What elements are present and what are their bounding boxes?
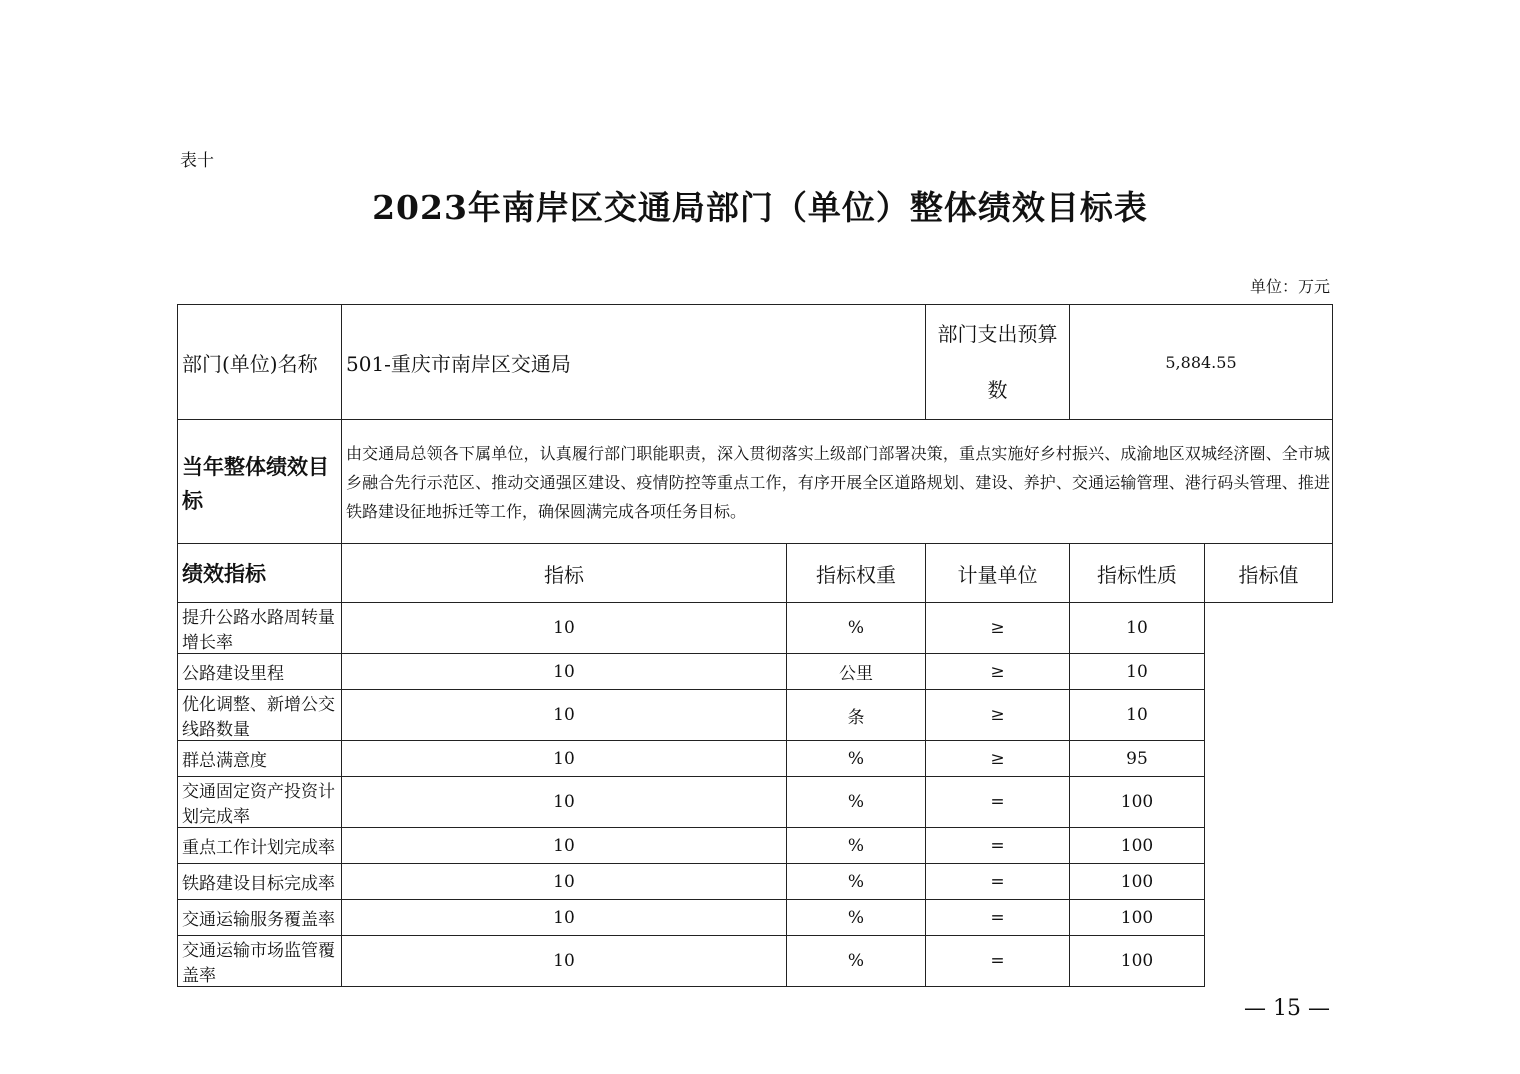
- indicator-name: 提升公路水路周转量增长率: [178, 603, 342, 654]
- page-title: 2023年南岸区交通局部门（单位）整体绩效目标表: [372, 188, 1148, 227]
- indicator-value: 10: [1070, 690, 1205, 741]
- indicator-unit: %: [787, 741, 926, 777]
- indicator-nature: ≥: [926, 690, 1070, 741]
- doc-label: 表十: [180, 151, 214, 171]
- goal-text: 由交通局总领各下属单位，认真履行部门职能职责，深入贯彻落实上级部门部署决策，重点实施好乡村振兴、成渝地区双城经济圈、全市城乡融合先行示范区、推动交通强区建设、疫情防控等重点工作，有序开展全区道路规划、建设、养护、交通运输管理、港行码头管理、推进铁路建设征地拆迁等工作，确保圆满完成各项任务目标。: [342, 420, 1333, 544]
- indicator-nature: ≥: [926, 603, 1070, 654]
- indicator-weight: 10: [342, 690, 787, 741]
- indicator-name: 交通运输市场监管覆盖率: [178, 936, 342, 987]
- indicator-value: 10: [1070, 603, 1205, 654]
- indicator-value: 100: [1070, 828, 1205, 864]
- unit-note: 单位：万元: [1249, 277, 1330, 296]
- indicator-unit: %: [787, 900, 926, 936]
- dept-name-label: 部门(单位)名称: [178, 305, 342, 420]
- indicator-weight: 10: [342, 777, 787, 828]
- indicator-name: 重点工作计划完成率: [178, 828, 342, 864]
- indicator-nature: ≥: [926, 741, 1070, 777]
- table-row: [178, 864, 1333, 900]
- table-row: [178, 603, 1333, 654]
- indicator-unit: %: [787, 864, 926, 900]
- indicator-unit: 条: [787, 690, 926, 741]
- indicator-name: 交通运输服务覆盖率: [178, 900, 342, 936]
- indicator-weight: 10: [342, 936, 787, 987]
- indicator-name: 优化调整、新增公交线路数量: [178, 690, 342, 741]
- indicator-nature: =: [926, 777, 1070, 828]
- indicator-nature: =: [926, 828, 1070, 864]
- indicator-weight: 10: [342, 900, 787, 936]
- indicator-name: 群总满意度: [178, 741, 342, 777]
- indicator-unit: %: [787, 603, 926, 654]
- page-number: — 15 —: [1244, 996, 1330, 1021]
- budget-value: 5,884.55: [1070, 305, 1333, 420]
- indicator-name: 公路建设里程: [178, 654, 342, 690]
- budget-label: 部门支出预算数: [926, 305, 1070, 420]
- header-nature: 指标性质: [1070, 544, 1205, 603]
- indicator-value: 100: [1070, 900, 1205, 936]
- indicator-weight: 10: [342, 654, 787, 690]
- goal-label: 当年整体绩效目标: [178, 420, 342, 544]
- header-weight: 指标权重: [787, 544, 926, 603]
- indicators-label: 绩效指标: [178, 544, 342, 603]
- indicator-value: 10: [1070, 654, 1205, 690]
- indicator-name: 交通固定资产投资计划完成率: [178, 777, 342, 828]
- table-row: [178, 936, 1333, 987]
- table-row: [178, 777, 1333, 828]
- indicator-weight: 10: [342, 741, 787, 777]
- table-row: [178, 828, 1333, 864]
- indicator-weight: 10: [342, 603, 787, 654]
- indicator-value: 100: [1070, 936, 1205, 987]
- indicator-unit: %: [787, 936, 926, 987]
- table-row: [178, 900, 1333, 936]
- performance-table: [177, 304, 1333, 987]
- indicator-unit: %: [787, 828, 926, 864]
- table-row: [178, 741, 1333, 777]
- indicator-nature: =: [926, 864, 1070, 900]
- indicator-value: 95: [1070, 741, 1205, 777]
- indicator-nature: =: [926, 936, 1070, 987]
- indicator-unit: %: [787, 777, 926, 828]
- indicator-unit: 公里: [787, 654, 926, 690]
- header-value: 指标值: [1205, 544, 1333, 603]
- indicator-header-row: [178, 544, 1333, 603]
- indicator-nature: =: [926, 900, 1070, 936]
- indicator-value: 100: [1070, 864, 1205, 900]
- indicator-name: 铁路建设目标完成率: [178, 864, 342, 900]
- dept-name-value: 501-重庆市南岸区交通局: [342, 305, 926, 420]
- indicator-weight: 10: [342, 864, 787, 900]
- indicator-value: 100: [1070, 777, 1205, 828]
- header-unit: 计量单位: [926, 544, 1070, 603]
- indicator-weight: 10: [342, 828, 787, 864]
- header-indicator: 指标: [342, 544, 787, 603]
- table-row: [178, 690, 1333, 741]
- table-row: [178, 654, 1333, 690]
- indicator-nature: ≥: [926, 654, 1070, 690]
